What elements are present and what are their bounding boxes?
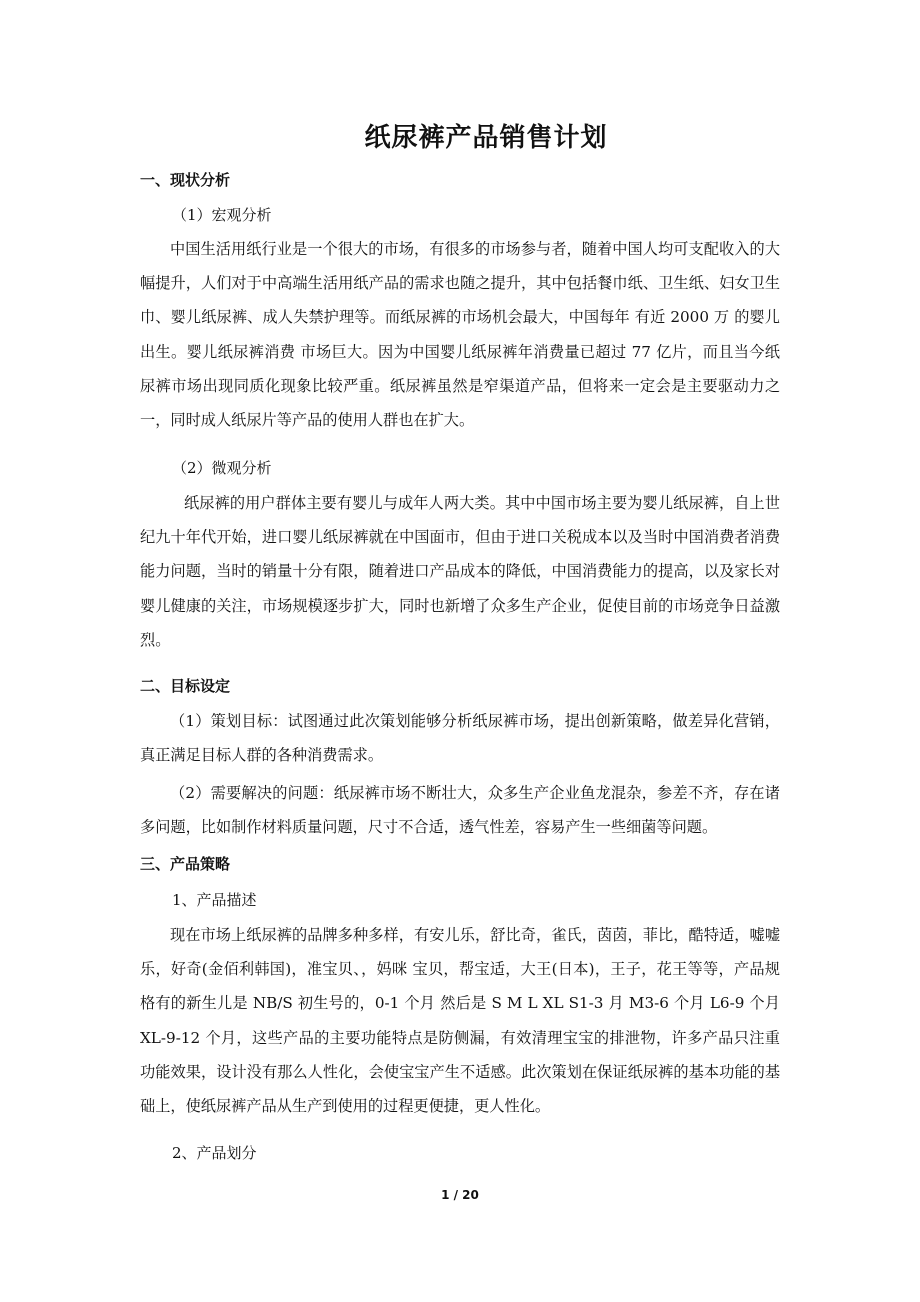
paragraph-problems-to-solve: （2）需要解决的问题：纸尿裤市场不断壮大，众多生产企业鱼龙混杂，参差不齐，存在诸多问题，比如制作材料质量问题，尺寸不合适，透气性差，容易产生一些细菌等问题。 — [140, 784, 780, 837]
section-heading-goal-setting: 二、目标设定 — [140, 677, 231, 695]
section-heading-status-analysis: 一、现状分析 — [140, 171, 231, 189]
paragraph-micro-analysis: 纸尿裤的用户群体主要有婴儿与成年人两大类。其中中国市场主要为婴儿纸尿裤，自上世纪九十年代开始，进口婴儿纸尿裤就在中国面市，但由于进口关税成本以及当时中国消费者消费能力问题，当时的销量十分有限，随着进口产品成本的降低，中国消费能力的提高，以及家长对婴儿健康的关注，市场规模逐步扩大，同时也新增了众多生产企业，促使目前的市场竞争日益激烈。 — [140, 494, 780, 649]
subheading-micro-analysis: （2）微观分析 — [172, 459, 272, 477]
subheading-product-division: 2、产品划分 — [172, 1144, 257, 1162]
paragraph-product-description: 现在市场上纸尿裤的品牌多种多样，有安儿乐，舒比奇，雀氏，茵茵，菲比，酷特适，嘘嘘乐，好奇(金佰利韩国)，准宝贝、，妈咪 宝贝，帮宝适，大王(日本)，王子，花王等等，产品规格有的新生儿是 NB/S 初生号的，0-1 个月 然后是 S M L XL S1-3 月 M3-6 个月 L6-9 个月 XL-9-12 个月，这些产品的主要功能特点是防侧漏，有效清理宝宝的排泄物，许多产品只注重功能效果，设计没有那么人性化，会使宝宝产生不适感。此次策划在保证纸尿裤的基本功能的基础上，使纸尿裤产品从生产到使用的过程更便捷，更人性化。 — [140, 926, 780, 1116]
section-heading-product-strategy: 三、产品策略 — [140, 855, 231, 873]
paragraph-macro-analysis: 中国生活用纸行业是一个很大的市场，有很多的市场参与者，随着中国人均可支配收入的大幅提升，人们对于中高端生活用纸产品的需求也随之提升，其中包括餐巾纸、卫生纸、妇女卫生巾、婴儿纸尿裤、成人失禁护理等。而纸尿裤的市场机会最大，中国每年 有近 2000 万 的婴儿出生。婴儿纸尿裤消费 市场巨大。因为中国婴儿纸尿裤年消费量已超过 77 亿片，而且当今纸尿裤市场出现同质化现象比较严重。纸尿裤虽然是窄渠道产品，但将来一定会是主要驱动力之一，同时成人纸尿片等产品的使用人群也在扩大。 — [140, 240, 780, 430]
paragraph-planning-goal: （1）策划目标：试图通过此次策划能够分析纸尿裤市场，提出创新策略，做差异化营销，真正满足目标人群的各种消费需求。 — [140, 712, 780, 765]
page-number: 1 / 20 — [441, 1188, 479, 1202]
subheading-product-description: 1、产品描述 — [172, 891, 257, 909]
document-title: 纸尿裤产品销售计划 — [364, 123, 608, 153]
subheading-macro-analysis: （1）宏观分析 — [172, 206, 272, 224]
